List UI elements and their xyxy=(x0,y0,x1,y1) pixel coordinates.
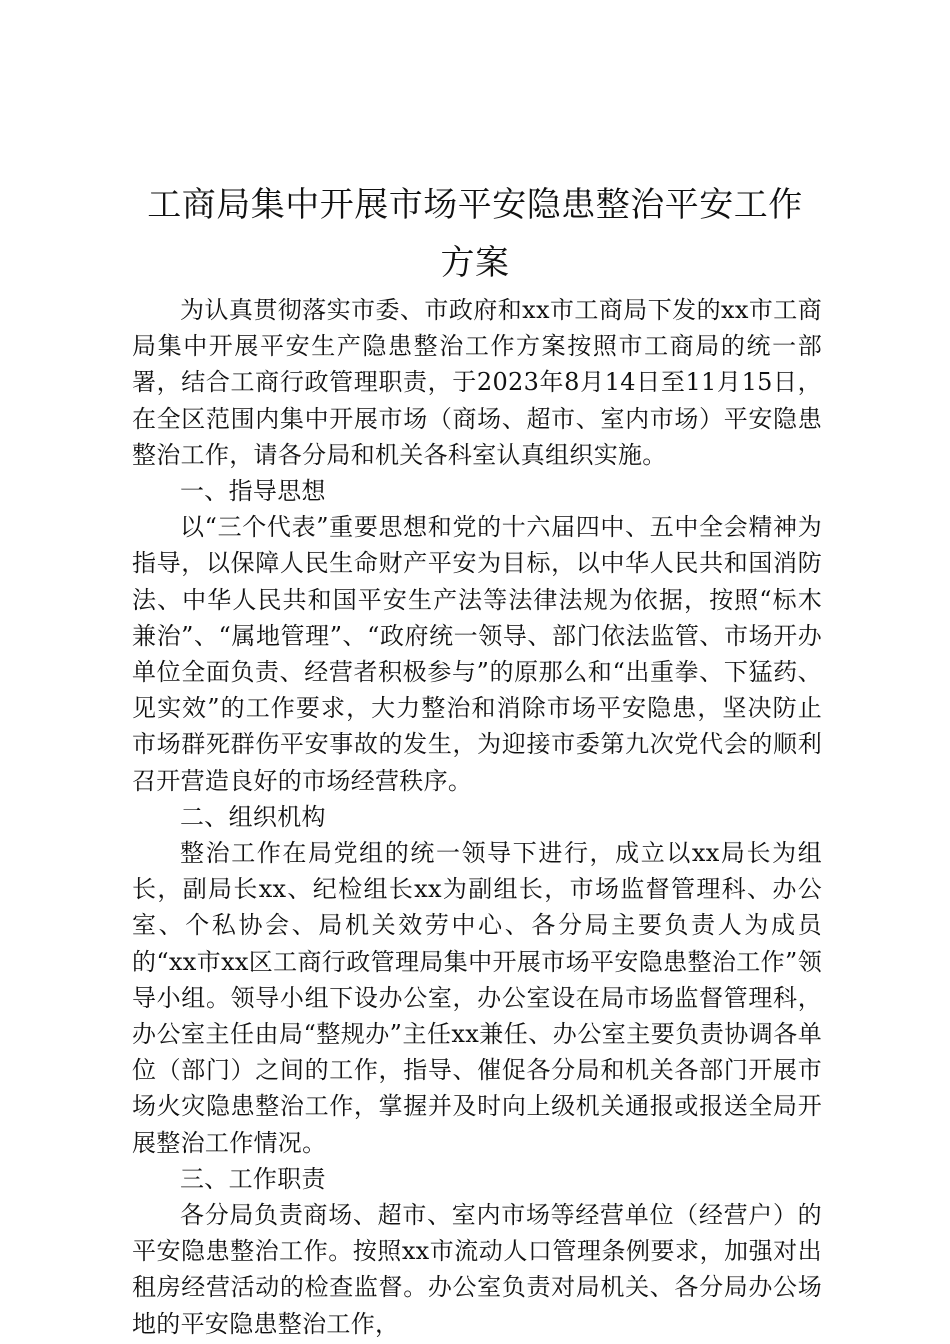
intro-paragraph: 为认真贯彻落实市委、市政府和xx市工商局下发的xx市工商局集中开展平安生产隐患整治工作方案按照市工商局的统一部署，结合工商行政管理职责，于2023年8月14日至11月15日，在全区范围内集中开展市场（商场、超市、室内市场）平安隐患整治工作，请各分局和机关各科室认真组织实施。 xyxy=(132,296,822,469)
document-title-line-1: 工商局集中开展市场平安隐患整治平安工作 xyxy=(147,185,803,225)
document-title-line-2: 方案 xyxy=(440,243,510,283)
section-heading-guiding-ideology: 一、指导思想 xyxy=(180,477,326,506)
document-title xyxy=(120,176,830,292)
section-heading-organization: 二、组织机构 xyxy=(180,802,326,831)
section-heading-responsibilities: 三、工作职责 xyxy=(180,1164,326,1193)
section-paragraph-organization: 整治工作在局党组的统一领导下进行，成立以xx局长为组长，副局长xx、纪检组长xx为副组长，市场监督管理科、办公室、个私协会、局机关效劳中心、各分局主要负责人为成员的“xx市xx区工商行政管理局集中开展市场平安隐患整治工作”领导小组。领导小组下设办公室，办公室设在局市场监督管理科，办公室主任由局“整规办”主任xx兼任、办公室主要负责协调各单位（部门）之间的工作，指导、催促各分局和机关各部门开展市场火灾隐患整治工作，掌握并及时向上级机关通报或报送全局开展整治工作情况。 xyxy=(132,839,822,1157)
document-body xyxy=(132,292,822,1342)
section-paragraph-responsibilities: 各分局负责商场、超市、室内市场等经营单位（经营户）的平安隐患整治工作。按照xx市流动人口管理条例要求，加强对出租房经营活动的检查监督。办公室负责对局机关、各分局办公场地的平安隐患整治工作， xyxy=(132,1201,822,1338)
section-paragraph-guiding-ideology: 以“三个代表”重要思想和党的十六届四中、五中全会精神为指导，以保障人民生命财产平安为目标，以中华人民共和国消防法、中华人民共和国平安生产法等法律法规为依据，按照“标木兼治”、“属地管理”、“政府统一领导、部门依法监管、市场开办单位全面负责、经营者积极参与”的原那么和“出重拳、下猛药、见实效”的工作要求，大力整治和消除市场平安隐患，坚决防止市场群死群伤平安事故的发生，为迎接市委第九次党代会的顺利召开营造良好的市场经营秩序。 xyxy=(132,513,822,795)
